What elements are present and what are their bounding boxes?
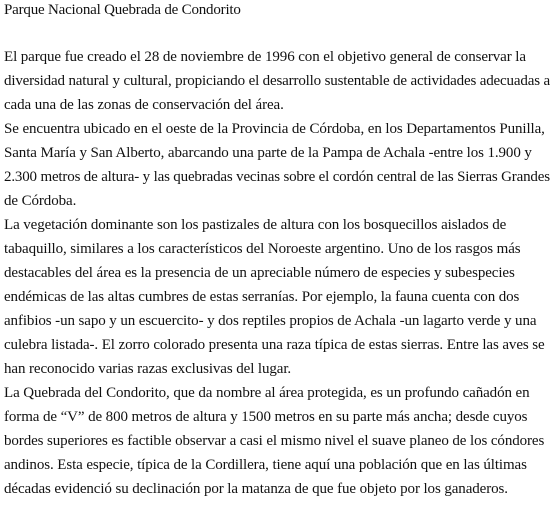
text-line: bordes superiores es factible observar a casi el mismo nivel el suave planeo de los cóndores xyxy=(4,433,545,449)
text-line: La Quebrada del Condorito, que da nombre al área protegida, es un profundo cañadón en xyxy=(4,385,530,401)
text-line: décadas evidenció su declinación por la matanza de que fue objeto por los ganaderos. xyxy=(4,481,508,497)
text-line: han reconocido varias razas exclusivas del lugar. xyxy=(4,361,292,377)
text-line: andinos. Esta especie, típica de la Cordillera, tiene aquí una población que en las últimas xyxy=(4,457,527,473)
document-body xyxy=(4,45,550,501)
text-line: 2.300 metros de altura- y las quebradas vecinas sobre el cordón central de las Sierras Grandes xyxy=(4,169,550,185)
text-line: tabaquillo, similares a los característicos del Noroeste argentino. Uno de los rasgos más xyxy=(4,241,521,257)
text-line: La vegetación dominante son los pastizales de altura con los bosquecillos aislados de xyxy=(4,217,507,233)
text-line: El parque fue creado el 28 de noviembre de 1996 con el objetivo general de conservar la xyxy=(4,49,526,65)
text-line: Se encuentra ubicado en el oeste de la Provincia de Córdoba, en los Departamentos Punilla, xyxy=(4,121,545,137)
text-line: culebra listada-. El zorro colorado presenta una raza típica de estas sierras. Entre las aves se xyxy=(4,337,545,353)
text-line: Santa María y San Alberto, abarcando una parte de la Pampa de Achala -entre los 1.900 y xyxy=(4,145,532,161)
text-line: forma de “V” de 800 metros de altura y 1500 metros en su parte más ancha; desde cuyos xyxy=(4,409,528,425)
document-title: Parque Nacional Quebrada de Condorito xyxy=(4,2,241,18)
text-line: cada una de las zonas de conservación del área. xyxy=(4,97,284,113)
text-line: diversidad natural y cultural, propiciando el desarrollo sustentable de actividades adecuadas a xyxy=(4,73,550,89)
text-line: de Córdoba. xyxy=(4,193,77,209)
text-line: destacables del área es la presencia de un apreciable número de especies y subespecies xyxy=(4,265,515,281)
text-line: anfibios -un sapo y un escuercito- y dos reptiles propios de Achala -un lagarto verde y una xyxy=(4,313,537,329)
text-line: endémicas de las altas cumbres de estas serranías. Por ejemplo, la fauna cuenta con dos xyxy=(4,289,520,305)
